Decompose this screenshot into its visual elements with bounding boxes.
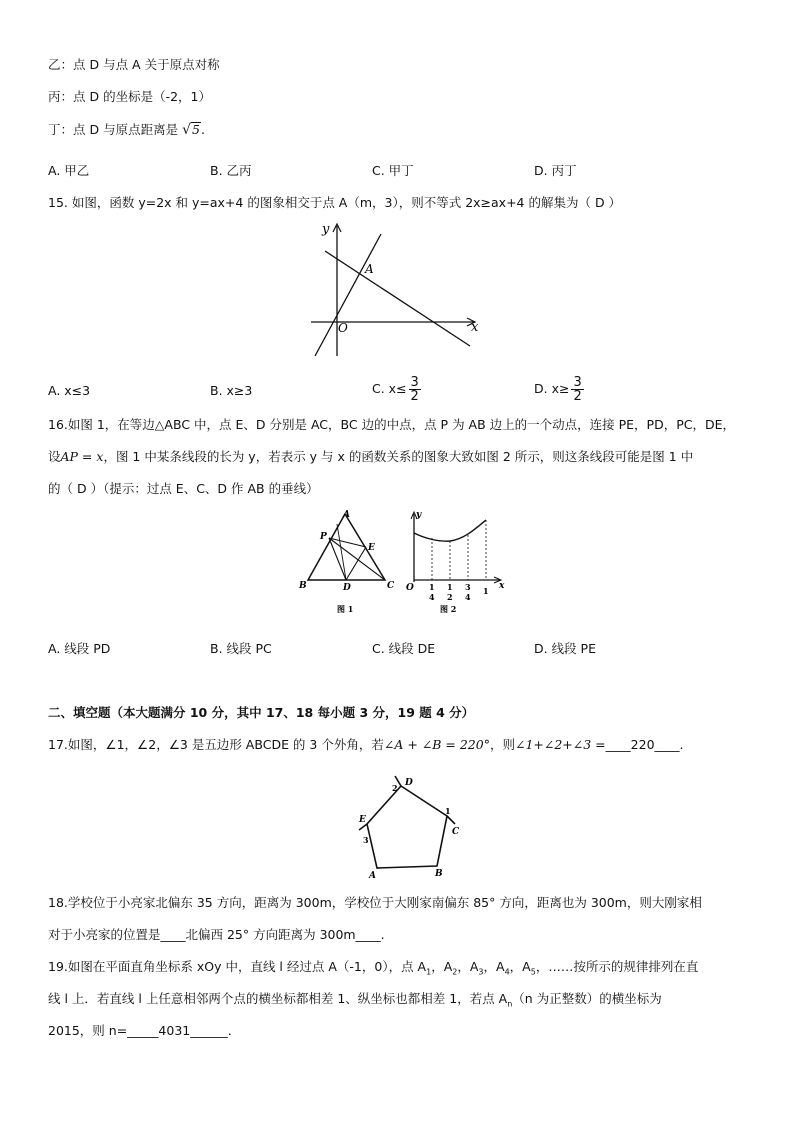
q16-line2-post: ，图 1 中某条线段的长为 y，若表示 y 与 x 的函数关系的图象大致如图 2 所示，则这条线段可能是图 1 中	[103, 449, 694, 464]
q19-line1-pre: 19.如图在平面直角坐标系 xOy 中，直线 l 经过点 A（-1，0），点 A	[48, 959, 427, 974]
q14-statement-yi: 乙：点 D 与点 A 关于原点对称	[48, 57, 220, 72]
q17-stem-math-1: ∠A + ∠B = 220°	[383, 737, 490, 752]
q16-options	[48, 640, 748, 660]
q19-sub-5: 5	[530, 967, 536, 977]
sqrt-symbol: √	[182, 122, 191, 138]
q16-fig2-tick-3-num: 3	[465, 582, 471, 592]
q16-fig2-curve	[414, 520, 486, 541]
q19-sub-n: n	[507, 999, 513, 1009]
q14-ding-period: .	[200, 122, 205, 137]
q16-option-b: B. 线段 PC	[210, 641, 272, 656]
q14-option-b: B. 乙丙	[210, 163, 252, 178]
q15-label-y: y	[322, 222, 330, 237]
fraction-denominator: 2	[410, 389, 419, 404]
fraction-numerator: 3	[573, 375, 582, 390]
q19-stem-line-1: 19.如图在平面直角坐标系 xOy 中，直线 l 经过点 A（-1，0），点 $A_1$，$A_2$，$A_3$，$A_4$，$A_5$，……按所示的规律排列在直	[48, 959, 699, 977]
q17-stem-pre: 17.如图，∠1，∠2，∠3 是五边形 ABCDE 的 3 个外角，若	[48, 737, 384, 752]
q14-statement-ding	[48, 121, 205, 139]
q17-pentagon	[367, 786, 447, 868]
q14-options	[48, 162, 748, 182]
q15-option-d-fraction	[571, 376, 583, 403]
q15-option-c	[372, 376, 421, 403]
q16-fig2-tick-3-den: 4	[465, 592, 471, 602]
q15-label-o: O	[338, 321, 348, 335]
q17-label-b: B	[435, 869, 443, 879]
q15-label-a: A	[365, 262, 374, 276]
q16-fig2-tick-1-den: 4	[429, 592, 435, 602]
fraction-denominator: 2	[573, 389, 582, 404]
q17-label-d: D	[405, 778, 413, 788]
section-2-heading: 二、填空题（本大题满分 10 分，其中 17、18 每小题 3 分，19 题 4 分）	[48, 705, 475, 720]
q15-stem: 15. 如图，函数 y=2x 和 y=ax+4 的图象相交于点 A（m，3），则不等式 2x≥ax+4 的解集为（ D ）	[48, 195, 622, 210]
q19-sub-1: 1	[426, 967, 432, 977]
q17-angle-2: 2	[392, 783, 398, 793]
q17-stem-math-2: ∠1+∠2+∠3 =	[514, 737, 606, 752]
q16-option-d: D. 线段 PE	[534, 641, 596, 656]
q17-label-e: E	[359, 815, 366, 825]
q15-label-x: x	[471, 320, 479, 335]
q17-angle-1: 1	[445, 806, 451, 816]
q19-line2-pre: 线 l 上．若直线 l 上任意相邻两个点的横坐标都相差 1、纵坐标也都相差 1，若点 A	[48, 991, 508, 1006]
q15-option-d-text: D. x≥	[534, 381, 570, 396]
q16-figure-1	[293, 508, 401, 620]
q16-stem-line-1: 16.如图 1，在等边△ABC 中，点 E、D 分别是 AC，BC 边的中点，点 P 为 AB 边上的一个动点，连接 PE，PD，PC，DE，	[48, 417, 736, 432]
q15-figure	[305, 218, 480, 360]
q15-option-a: A. x≤3	[48, 383, 91, 398]
q16-fig1-caption: 图 1	[337, 604, 354, 614]
q16-fig2-label-y: y	[416, 510, 422, 520]
q16-fig2-tick-2-num: 1	[447, 582, 453, 592]
q19-stem-line-2	[48, 990, 662, 1014]
q17-figure	[355, 772, 467, 880]
q17-answer: ____220____.	[605, 737, 684, 752]
q17-angle-3: 3	[363, 835, 369, 845]
q14-option-d: D. 丙丁	[534, 163, 577, 178]
q17-extension-c	[447, 816, 455, 824]
q16-line2-var: AP = x	[60, 449, 104, 464]
q15-line-2x	[315, 234, 381, 356]
q16-option-c: C. 线段 DE	[372, 641, 436, 656]
q16-aux-line	[337, 524, 346, 580]
q16-figure-2	[402, 508, 506, 620]
q19-sub-3: 3	[478, 967, 484, 977]
q15-options	[48, 376, 748, 410]
q19-stem-line-3: 2015，则 n=_____4031______.	[48, 1023, 232, 1038]
q16-fig1-label-p: P	[320, 532, 327, 542]
q17-stem	[48, 736, 684, 754]
q16-fig2-tick-4: 1	[483, 586, 489, 596]
q15-option-b: B. x≥3	[210, 383, 253, 398]
q16-fig2-label-x: x	[499, 581, 505, 591]
q16-fig1-label-d: D	[343, 583, 351, 593]
q19-line2-post: （n 为正整数）的横坐标为	[512, 991, 662, 1006]
q14-option-a: A. 甲乙	[48, 163, 90, 178]
q16-stem-line-3: 的（ D ）（提示：过点 E、C、D 作 AB 的垂线）	[48, 481, 319, 496]
q19-sub-2: 2	[452, 967, 458, 977]
q16-fig1-label-c: C	[387, 581, 395, 591]
q17-label-c: C	[452, 827, 460, 837]
q16-fig1-label-a: A	[343, 510, 350, 520]
q14-ding-radicand: 5	[191, 122, 200, 137]
q16-stem-line-2	[48, 448, 693, 466]
q17-stem-mid: ，则	[489, 737, 515, 752]
fraction-numerator: 3	[410, 375, 419, 390]
q18-stem-line-1: 18.学校位于小亮家北偏东 35 方向，距离为 300m，学校位于大刚家南偏东 85° 方向，距离也为 300m，则大刚家相	[48, 895, 702, 910]
q16-fig2-caption: 图 2	[440, 604, 457, 614]
q14-option-c: C. 甲丁	[372, 163, 414, 178]
q16-option-a: A. 线段 PD	[48, 641, 111, 656]
q16-fig2-tick-2-den: 2	[447, 592, 453, 602]
q16-fig2-tick-1-num: 1	[429, 582, 435, 592]
q15-option-d	[534, 376, 584, 403]
q15-option-c-fraction	[409, 376, 421, 403]
q19-line1-post: ，……按所示的规律排列在直	[535, 959, 699, 974]
q16-line2-pre: 设	[48, 449, 61, 464]
q17-label-a: A	[369, 871, 376, 880]
q15-option-c-text: C. x≤	[372, 381, 407, 396]
q16-fig1-label-b: B	[299, 581, 307, 591]
q18-stem-line-2: 对于小亮家的位置是____北偏西 25° 方向距离为 300m____.	[48, 927, 385, 942]
q14-statement-bing: 丙：点 D 的坐标是（-2，1）	[48, 89, 211, 104]
q16-fig1-label-e: E	[368, 543, 375, 553]
q14-ding-text: 丁：点 D 与原点距离是	[48, 122, 179, 137]
q16-fig2-label-o: O	[406, 583, 414, 593]
q19-sub-4: 4	[504, 967, 510, 977]
